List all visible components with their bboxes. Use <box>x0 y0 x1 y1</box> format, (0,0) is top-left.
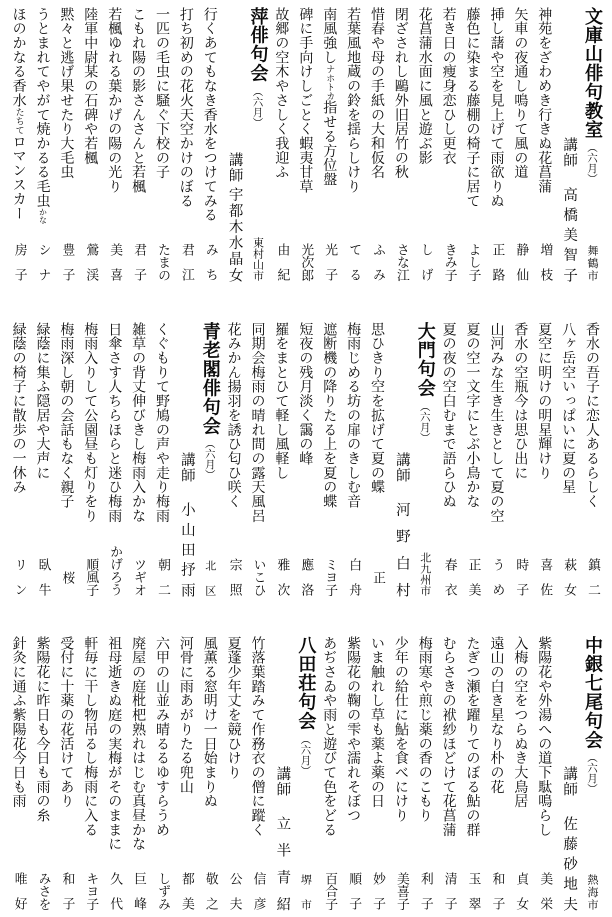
haiku-text: 少年の給仕に鮎を食べにけり <box>392 636 409 823</box>
haiku-text: 碑に手向けしごとく蝦夷甘草 <box>297 7 314 194</box>
haiku-author: 應洛 <box>298 558 314 596</box>
haiku-text: 遮断機の降りたる上を夏の蝶 <box>321 322 338 509</box>
haiku-author: 春衣 <box>441 558 457 596</box>
haiku-author: 信彦 <box>250 872 266 910</box>
haiku-text: 日傘さす人ちらほらと迷ひ梅雨 <box>106 322 123 523</box>
group-header-column <box>580 636 604 912</box>
haiku-text: 山河みな生き生きとして夏の空 <box>488 322 505 523</box>
haiku-text: 神苑をざわめき行きぬ花菖蒲 <box>536 7 553 194</box>
teacher-column <box>389 322 413 598</box>
haiku-column <box>174 7 198 283</box>
haiku-author: ふみ <box>369 243 385 281</box>
haiku-author: 利子 <box>417 872 433 910</box>
group-title: 文庫山俳句教室 <box>582 7 603 140</box>
group-month: （六月） <box>586 752 598 795</box>
teacher-label: 講師 <box>178 452 195 483</box>
haiku-column <box>485 636 509 912</box>
haiku-text: 香水の吾子に恋人あるらしく <box>584 322 600 509</box>
haiku-column <box>532 322 556 598</box>
haiku-author: 清子 <box>441 872 457 910</box>
haiku-column <box>317 322 341 598</box>
teacher-column <box>556 7 580 283</box>
haiku-text: こもれ陽の影さんさんと若楓 <box>130 7 147 194</box>
haiku-column <box>31 7 55 283</box>
haiku-column <box>461 7 485 283</box>
haiku-column <box>437 636 461 912</box>
haiku-author: さな江 <box>393 242 409 281</box>
haiku-author: てる <box>346 243 362 281</box>
haiku-text: 紫陽花の鞠の雫や濡れそぼつ <box>345 636 362 823</box>
haiku-author: かげろう <box>107 544 123 596</box>
haiku-text: 矢車の夜通し鳴りて風の道 <box>512 7 529 180</box>
haiku-author: しずみ <box>154 871 170 910</box>
haiku-text: 花菖蒲水面に風と遊ぶ影 <box>416 7 433 165</box>
haiku-column <box>270 322 294 598</box>
group-city: 熱海市 <box>586 874 599 910</box>
haiku-text: 羅をまとひて軽し風軽し <box>273 322 290 480</box>
group-title: 萍俳句会 <box>247 7 269 83</box>
haiku-column <box>198 636 222 912</box>
haiku-text: 香水の空瓶今は思ひ出に <box>512 322 529 480</box>
haiku-column <box>413 7 437 283</box>
haiku-author: 都美 <box>178 872 194 910</box>
haiku-text: 行くあてもなき香水をつけてみる <box>201 7 218 223</box>
group-city: 舞鶴市 <box>586 245 599 281</box>
haiku-text-part: ロマンスカー <box>10 134 27 221</box>
group-month: （六月） <box>251 85 264 128</box>
haiku-text: 若き日の痩身恋ひし更衣 <box>440 7 457 165</box>
group-header-column <box>293 636 317 912</box>
haiku-column <box>461 636 485 912</box>
haiku-author: 桜 <box>59 570 75 584</box>
haiku-text: むらさきの袱紗ほどけて花菖蒲 <box>440 636 457 837</box>
haiku-column <box>317 636 341 912</box>
haiku-column <box>508 636 532 912</box>
haiku-author: 和子 <box>489 872 505 910</box>
group-city: 北区 <box>203 560 217 596</box>
haiku-author: 君子 <box>131 243 147 281</box>
haiku-author: 朝二 <box>154 558 170 596</box>
haiku-author: みさを <box>35 871 51 910</box>
haiku-author: 喜佐 <box>537 558 553 596</box>
haiku-column <box>389 636 413 912</box>
haiku-author: みち <box>202 243 218 281</box>
haiku-column <box>341 636 365 912</box>
teacher-column <box>174 322 198 598</box>
haiku-column <box>102 7 126 283</box>
haiku-author: 久代 <box>107 872 123 910</box>
teacher-name: 小山田抒雨 <box>178 502 195 597</box>
haiku-text: 夏蓬少年丈を競ひけり <box>225 636 242 780</box>
haiku-text: 黙々と逃げ果せたり大毛虫 <box>58 7 75 180</box>
haiku-text: 緑蔭に集ふ隠居や大声に <box>34 322 51 480</box>
haiku-text: 風薫る窓明け一日始まりぬ <box>201 636 218 809</box>
haiku-column <box>126 636 150 912</box>
group-header-column <box>246 7 270 283</box>
haiku-text <box>11 7 27 221</box>
teacher-label: 講師 <box>393 452 410 483</box>
haiku-author: キヨ子 <box>83 871 99 910</box>
haiku-text: 受付に十薬の花活けてあり <box>58 636 75 809</box>
haiku-text: 夏の空一文字にとぶ小鳥かな <box>464 322 481 509</box>
haiku-text <box>35 7 51 224</box>
haiku-author: 臥牛 <box>35 558 51 596</box>
haiku-column <box>31 636 55 912</box>
haiku-text: たぎつ瀬を躍りてのぼる鮎の群 <box>464 636 481 837</box>
haiku-column <box>556 322 580 598</box>
haiku-text: 同期会梅雨の晴れ間の露天風呂 <box>249 322 266 523</box>
haiku-column <box>7 7 31 283</box>
haiku-author: 貞女 <box>513 872 529 910</box>
haiku-column <box>485 322 509 598</box>
haiku-text-part: 指せる方位盤 <box>321 100 338 187</box>
haiku-text: 紫陽花や外湯への道下駄鳴らし <box>536 636 553 837</box>
haiku-column <box>126 7 150 283</box>
haiku-column <box>293 322 317 598</box>
haiku-text <box>321 7 337 187</box>
haiku-text: 梅雨入りして公園昼も灯りをり <box>82 322 99 523</box>
haiku-author: 正 <box>369 570 385 584</box>
teacher-name: 高橋美智子 <box>561 187 578 282</box>
haiku-author: しげ <box>417 243 433 281</box>
haiku-column <box>150 7 174 283</box>
haiku-author: よし子 <box>465 242 481 281</box>
haiku-author: 順風子 <box>83 557 99 596</box>
haiku-author: ツギオ <box>131 557 147 596</box>
tier-middle <box>7 322 605 598</box>
haiku-text: 竹落葉踏みて作務衣の僧に蹤く <box>249 636 266 837</box>
haiku-text: 藤色に染まる藤棚の椅子に居て <box>464 7 481 208</box>
haiku-author: 正美 <box>465 558 481 596</box>
haiku-text: 閉ざされし鷗外旧居竹の秋 <box>392 7 409 180</box>
teacher-column <box>270 636 294 912</box>
haiku-text-part-small: ナホトカ <box>324 64 335 101</box>
haiku-column <box>317 7 341 283</box>
group-header-column <box>413 322 437 598</box>
haiku-author: 和子 <box>59 872 75 910</box>
haiku-author: うめ <box>489 558 505 596</box>
haiku-column <box>341 322 365 598</box>
tier-top <box>7 7 605 283</box>
haiku-column <box>413 636 437 912</box>
haiku-author: 光次郎 <box>298 242 314 281</box>
haiku-column <box>31 322 55 598</box>
haiku-author: 由紀 <box>274 243 290 281</box>
haiku-author: 萩女 <box>561 558 577 596</box>
haiku-text: 遠山の白き星なり朴の花 <box>488 636 505 794</box>
group-month: （六月） <box>299 733 312 776</box>
teacher-name: 河野白村 <box>393 502 410 597</box>
haiku-author: 唯好 <box>11 872 27 910</box>
group-city: 北九州市 <box>418 552 432 596</box>
haiku-column <box>365 7 389 283</box>
haiku-column <box>7 322 31 598</box>
haiku-text: 軒毎に干し物吊るし梅雨に入る <box>82 636 99 837</box>
teacher-name: 宇都木水晶女 <box>226 187 243 282</box>
haiku-column <box>389 7 413 283</box>
haiku-column <box>102 636 126 912</box>
haiku-column <box>7 636 31 912</box>
haiku-author: 美喜子 <box>393 871 409 910</box>
teacher-label: 講師 <box>561 137 578 168</box>
haiku-text: くぐもりて野鳩の声や走り梅雨 <box>153 322 170 523</box>
haiku-author: 宗照 <box>226 558 242 596</box>
haiku-text: 夏の夜の空白むまで語らひぬ <box>440 322 457 509</box>
haiku-column <box>293 7 317 283</box>
haiku-text: いま触れし草も薬よ薬の日 <box>368 636 385 809</box>
haiku-text: 緑蔭の椅子に散歩の一休み <box>10 322 27 495</box>
haiku-author: 静仙 <box>513 243 529 281</box>
haiku-author: いこひ <box>250 557 266 596</box>
haiku-author: 順子 <box>346 872 362 910</box>
haiku-text: 一匹の毛虫に騒ぐ下校の子 <box>153 7 170 180</box>
haiku-column <box>102 322 126 598</box>
haiku-text: 夏空に明けの明星輝けり <box>536 322 553 480</box>
haiku-column <box>246 322 270 598</box>
haiku-column <box>580 322 604 598</box>
haiku-author: 君江 <box>178 243 194 281</box>
haiku-text: 雑草の背丈伸びきし梅雨入かな <box>130 322 147 523</box>
haiku-author: 時子 <box>513 558 529 596</box>
haiku-column <box>365 322 389 598</box>
haiku-column <box>437 322 461 598</box>
haiku-text: 梅雨深し朝の会話もなく親子 <box>58 322 75 509</box>
haiku-column <box>485 7 509 283</box>
haiku-column <box>365 636 389 912</box>
haiku-column <box>246 636 270 912</box>
haiku-text: 短夜の残月淡く靄の峰 <box>297 322 314 466</box>
group-title: 八田荘句会 <box>295 636 317 731</box>
haiku-column <box>174 636 198 912</box>
haiku-text: 梅雨じめる坊の扉のきしむ音 <box>345 322 362 509</box>
group-title: 大門句会 <box>414 322 436 398</box>
haiku-column <box>55 7 79 283</box>
haiku-column <box>78 322 102 598</box>
tier-bottom <box>7 636 605 912</box>
haiku-column <box>461 322 485 598</box>
haiku-text: 紫陽花に昨日も今日も雨の糸 <box>34 636 51 823</box>
group-header-column <box>198 322 222 598</box>
group-city: 堺市 <box>299 874 313 910</box>
teacher-column <box>556 636 580 912</box>
haiku-author: 雅次 <box>274 558 290 596</box>
haiku-author: 玉翠 <box>465 872 481 910</box>
haiku-text: 祖母逝きぬ庭の実梅がそのままに <box>106 636 123 852</box>
haiku-text: 梅雨寒や煎じ薬の香のこもり <box>416 636 433 823</box>
haiku-text-part-small: たちて <box>13 107 24 135</box>
haiku-column <box>508 322 532 598</box>
haiku-text-part: 南風強し <box>321 7 338 65</box>
haiku-author: 妙子 <box>369 872 385 910</box>
group-city: 東村山市 <box>251 237 265 281</box>
group-title: 中銀七尾句会 <box>582 636 603 750</box>
haiku-column <box>78 636 102 912</box>
teacher-name: 立半青紹 <box>274 816 291 911</box>
haiku-author: 房子 <box>11 243 27 281</box>
haiku-author: 巨峰 <box>131 872 147 910</box>
haiku-column <box>222 636 246 912</box>
haiku-text: 故郷の空木やさしく我迎ふ <box>273 7 290 180</box>
haiku-author: 鎮二 <box>585 558 600 596</box>
haiku-author: たまの <box>154 242 170 281</box>
haiku-text: 若楓ゆれる葉かげの陽の光り <box>106 7 123 194</box>
haiku-column <box>126 322 150 598</box>
haiku-column <box>150 636 174 912</box>
haiku-author: 敬之 <box>202 872 218 910</box>
haiku-column <box>437 7 461 283</box>
haiku-column <box>341 7 365 283</box>
haiku-author: 公夫 <box>226 872 242 910</box>
haiku-author: 百合子 <box>322 871 338 910</box>
haiku-author: きみ子 <box>441 242 457 281</box>
haiku-text: あぢさゐや雨と遊びて色をどる <box>321 636 338 837</box>
group-month: （六月） <box>586 142 598 185</box>
haiku-author: ミヨ子 <box>322 557 338 596</box>
haiku-text: 挿し藷や空を見上げて雨欲りぬ <box>488 7 505 208</box>
haiku-column <box>150 322 174 598</box>
haiku-author: 美喜 <box>107 243 123 281</box>
haiku-author: シナ <box>35 243 51 281</box>
haiku-column <box>198 7 222 283</box>
haiku-author: 豊子 <box>59 243 75 281</box>
teacher-label: 講師 <box>561 766 578 797</box>
haiku-text: 思ひきり空を拡げて夏の蝶 <box>368 322 385 495</box>
haiku-author: 白舟 <box>346 558 362 596</box>
teacher-column <box>222 7 246 283</box>
teacher-name: 佐藤砂地夫 <box>561 816 578 911</box>
haiku-text: 若葉風地蔵の鈴を揺らしけり <box>345 7 362 194</box>
haiku-text: 六甲の山並み晴るるゆすらうめ <box>153 636 170 837</box>
haiku-text: 打ち初めの花火天空かけのぼる <box>177 7 194 208</box>
haiku-text: 花みかん揚羽を誘ひ匂ひ咲く <box>225 322 242 509</box>
haiku-text: 河骨に雨あがりたる兜山 <box>177 636 194 794</box>
haiku-text: 入梅の空をつらぬき大鳥居 <box>512 636 529 809</box>
haiku-text: 惜春や母の手紙の大和仮名 <box>368 7 385 180</box>
haiku-column <box>532 7 556 283</box>
haiku-column <box>55 322 79 598</box>
haiku-text: 廃屋の庭枇杷熟れはじむ真昼かな <box>130 636 147 852</box>
haiku-column <box>78 7 102 283</box>
haiku-author: 鶯渓 <box>83 243 99 281</box>
group-month: （六月） <box>203 438 216 481</box>
haiku-author: 正路 <box>489 243 505 281</box>
group-month: （六月） <box>418 400 431 443</box>
haiku-author: 美栄 <box>537 872 553 910</box>
group-title: 青老閣俳句会 <box>199 322 221 436</box>
haiku-column <box>532 636 556 912</box>
haiku-author: 増枝 <box>537 243 553 281</box>
haiku-text: 八ヶ岳空いっぱいに夏の星 <box>560 322 577 495</box>
haiku-column <box>270 7 294 283</box>
teacher-label: 講師 <box>274 766 291 797</box>
haiku-author: 光子 <box>322 243 338 281</box>
haiku-column <box>55 636 79 912</box>
haiku-text-part: ほのかなる香水 <box>10 7 27 108</box>
teacher-label: 講師 <box>226 152 243 183</box>
haiku-column <box>222 322 246 598</box>
haiku-text-part-small: かな <box>38 207 48 224</box>
haiku-text: 陸軍中尉某の石碑や若楓 <box>82 7 99 165</box>
haiku-author: リン <box>11 558 27 596</box>
haiku-column <box>508 7 532 283</box>
haiku-text-part: うとまれてやがて焼かるる毛虫 <box>34 7 51 208</box>
group-header-column <box>580 7 604 283</box>
haiku-text: 針灸に通ふ紫陽花今日も雨 <box>10 636 27 809</box>
